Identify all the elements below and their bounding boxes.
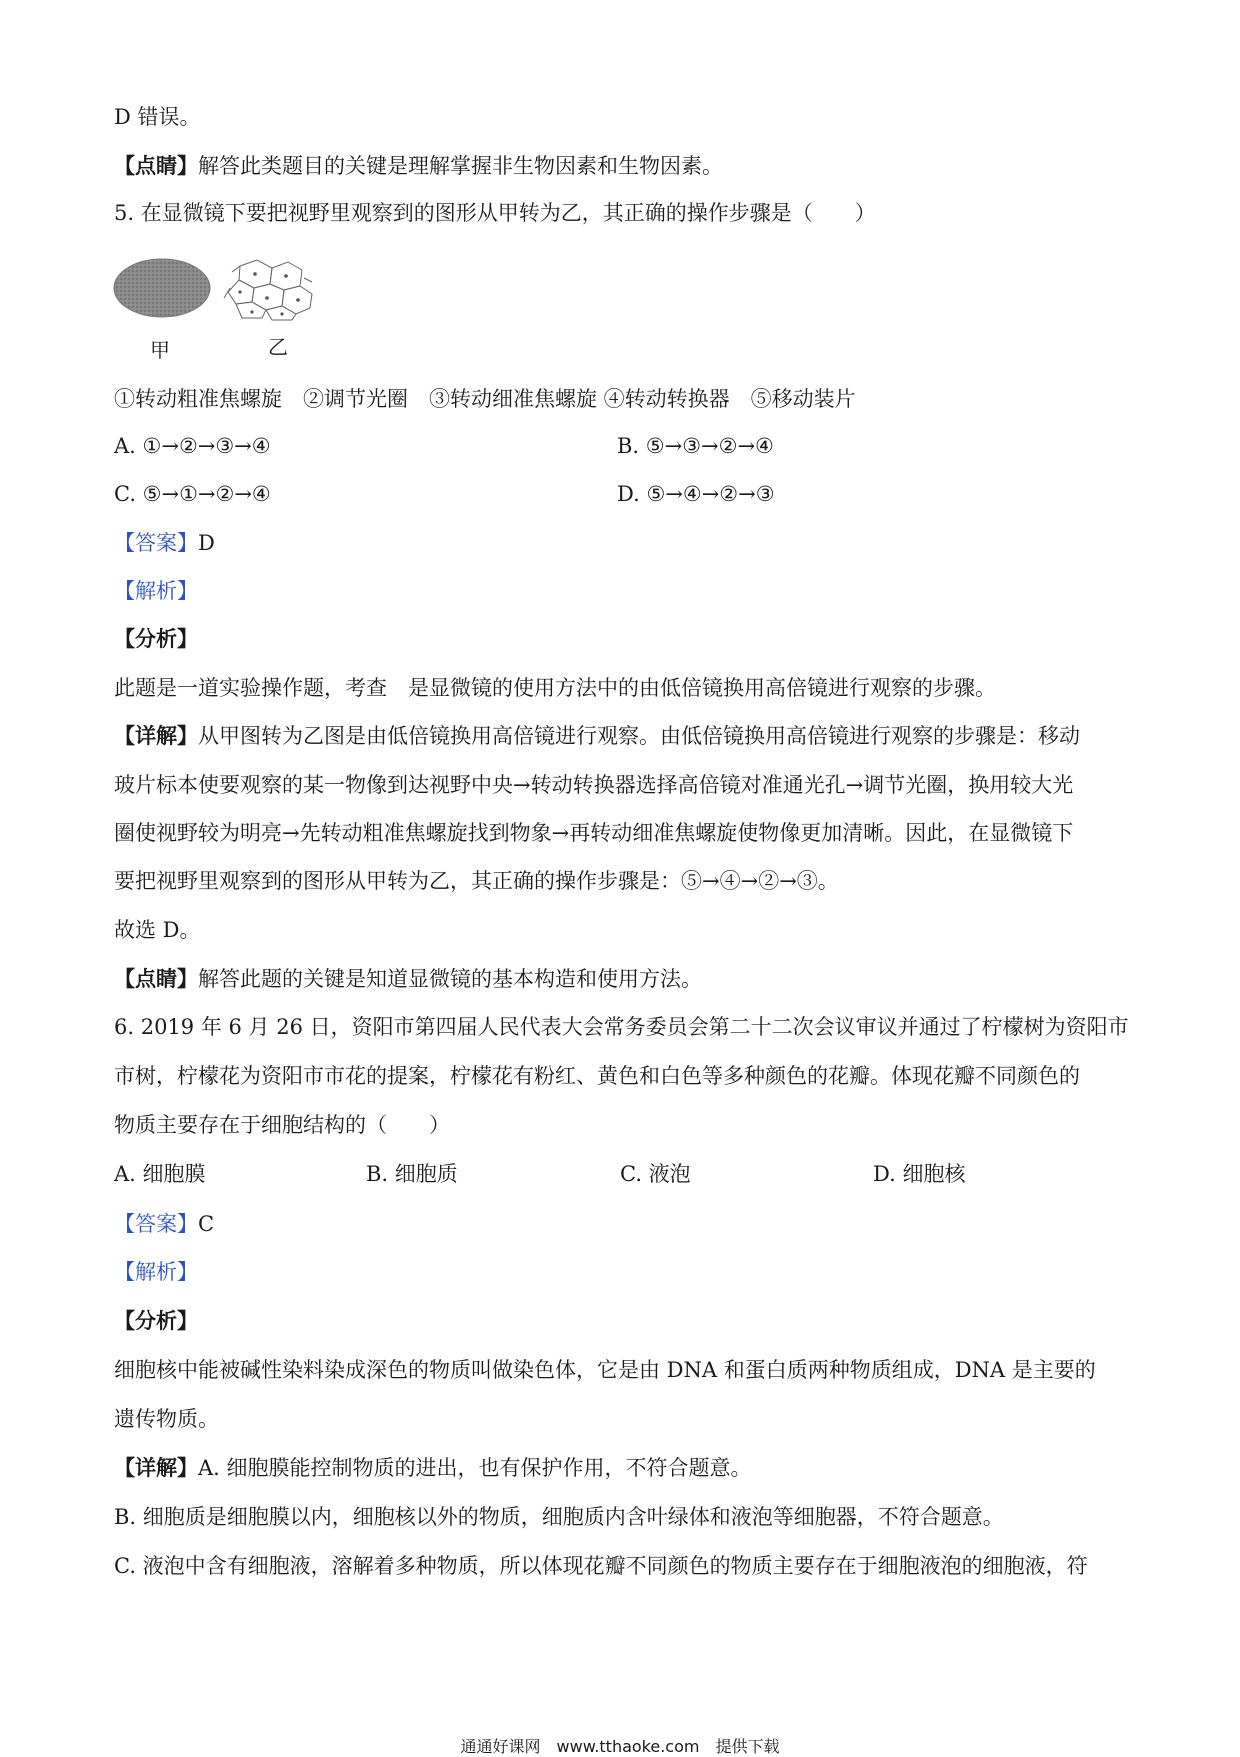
- page-footer: 通通好课网 www.tthaoke.com 提供下载: [460, 1737, 780, 1756]
- microscope-figure: [112, 258, 352, 368]
- option6-c: C. 液泡: [620, 1162, 691, 1186]
- xiangjie-text: 从甲图转为乙图是由低倍镜换用高倍镜进行观察。由低倍镜换用高倍镜进行观察的步骤是：移动: [198, 724, 1080, 748]
- option-d: D. ⑤→④→②→③: [617, 482, 775, 506]
- xiangjie-tag: 【详解】: [114, 1455, 198, 1480]
- xiangjie6-line-c: C. 液泡中含有细胞液，溶解着多种物质，所以体现花瓣不同颜色的物质主要存在于细胞液泡的细胞液，符: [114, 1554, 1088, 1578]
- fenxi6-line-1: 细胞核中能被碱性染料染成深色的物质叫做染色体，它是由 DNA 和蛋白质两种物质组成，DNA 是主要的: [114, 1358, 1096, 1382]
- fenxi-text-5: 此题是一道实验操作题，考查 是显微镜的使用方法中的由低倍镜换用高倍镜进行观察的步骤。: [114, 676, 996, 700]
- question-6-line-2: 市树，柠檬花为资阳市市花的提案，柠檬花有粉红、黄色和白色等多种颜色的花瓣。体现花瓣不同颜色的: [114, 1064, 1080, 1088]
- guxuan-line: 故选 D。: [114, 918, 201, 942]
- dianjing-tag: 【点睛】: [114, 966, 198, 991]
- fenxi-tag-5: 【分析】: [114, 626, 198, 651]
- option6-a: A. 细胞膜: [114, 1162, 206, 1186]
- question-5: 5. 在显微镜下要把视野里观察到的图形从甲转为乙，其正确的操作步骤是（ ）: [114, 201, 876, 225]
- label-jia: 甲: [150, 338, 170, 362]
- dianjing-tag: 【点睛】: [114, 153, 198, 178]
- fenxi6-line-2: 遗传物质。: [114, 1407, 219, 1431]
- xiangjie-line-1: [114, 721, 1080, 751]
- jiexi-tag-5: 【解析】: [114, 579, 198, 603]
- jia-field-shape: [114, 259, 210, 317]
- xiangjie-line-3: 圈使视野较为明亮→先转动粗准焦螺旋找到物象→再转动细准焦螺旋使物像更加清晰。因此，在显微镜下: [114, 821, 1074, 845]
- fenxi-tag-6: 【分析】: [114, 1308, 198, 1333]
- question-6-line-3: 物质主要存在于细胞结构的（ ）: [114, 1113, 450, 1137]
- question-6-line-1: 6. 2019 年 6 月 26 日，资阳市第四届人民代表大会常务委员会第二十二次会议审议并通过了柠檬树为资阳市: [114, 1015, 1129, 1039]
- xiangjie6-line-a: [114, 1453, 752, 1483]
- xiangjie-line-4: 要把视野里观察到的图形从甲转为乙，其正确的操作步骤是：⑤→④→②→③。: [114, 869, 839, 893]
- answer-5: [114, 528, 215, 558]
- answer-value: C: [198, 1212, 215, 1236]
- answer-6: [114, 1209, 214, 1239]
- option-b: B. ⑤→③→②→④: [617, 434, 774, 458]
- dianjing-text: 解答此类题目的关键是理解掌握非生物因素和生物因素。: [198, 154, 723, 178]
- yi-cells-shape: [224, 260, 312, 320]
- option6-b: B. 细胞质: [366, 1162, 458, 1186]
- answer-tag: 【答案】: [114, 531, 198, 555]
- dianjing-line: [114, 151, 723, 181]
- jiexi-tag-6: 【解析】: [114, 1260, 198, 1284]
- steps-line: ①转动粗准焦螺旋 ②调节光圈 ③转动细准焦螺旋 ④转动转换器 ⑤移动装片: [114, 387, 856, 411]
- answer-tag: 【答案】: [114, 1212, 198, 1236]
- answer-value: D: [198, 531, 215, 555]
- label-yi: 乙: [268, 335, 288, 359]
- option-a: A. ①→②→③→④: [114, 434, 271, 458]
- xiangjie-text: A. 细胞膜能控制物质的进出，也有保护作用，不符合题意。: [198, 1456, 752, 1480]
- xiangjie6-line-b: B. 细胞质是细胞膜以内，细胞核以外的物质，细胞质内含叶绿体和液泡等细胞器，不符合题意。: [114, 1505, 1004, 1529]
- option6-d: D. 细胞核: [873, 1162, 966, 1186]
- text-line: D 错误。: [114, 105, 201, 129]
- dianjing-line-5: [114, 964, 702, 994]
- xiangjie-tag: 【详解】: [114, 723, 198, 748]
- xiangjie-line-2: 玻片标本使要观察的某一物像到达视野中央→转动转换器选择高倍镜对准通光孔→调节光圈，换用较大光: [114, 773, 1074, 797]
- option-c: C. ⑤→①→②→④: [114, 482, 271, 506]
- dianjing-text: 解答此题的关键是知道显微镜的基本构造和使用方法。: [198, 967, 702, 991]
